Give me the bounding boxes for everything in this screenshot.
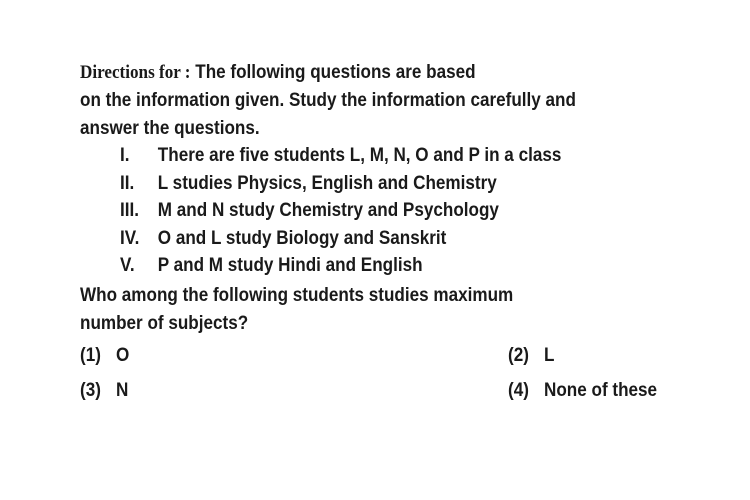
directions-text-1: The following questions are based [195, 62, 476, 83]
statement-text: L studies Physics, English and Chemistry [157, 173, 497, 194]
directions-line-3: answer the questions. [80, 118, 260, 139]
answer-option-3[interactable] [80, 378, 128, 404]
statement-numeral: IV. [120, 228, 140, 249]
statement-numeral: II. [120, 173, 135, 194]
question-line-1: Who among the following students studies maximum [80, 285, 514, 306]
option-text: L [544, 345, 555, 366]
statement-text: There are five students L, M, N, O and P in a class [157, 145, 562, 166]
option-number: (4) [508, 380, 529, 401]
option-text: None of these [544, 380, 658, 401]
statement-item [120, 226, 446, 252]
statement-item [120, 143, 561, 169]
directions-line-2: on the information given. Study the information carefully and [80, 90, 576, 111]
directions-line-1 [80, 60, 476, 86]
directions-heading: Directions for : [80, 62, 191, 83]
answer-option-2[interactable] [508, 343, 554, 369]
option-text: N [116, 380, 129, 401]
statement-item [120, 253, 423, 279]
option-text: O [116, 345, 130, 366]
statement-item [120, 198, 499, 224]
statement-text: P and M study Hindi and English [157, 255, 423, 276]
statement-numeral: I. [120, 145, 130, 166]
statement-numeral: III. [120, 200, 140, 221]
question-line-2: number of subjects? [80, 313, 249, 334]
statement-numeral: V. [120, 255, 135, 276]
option-number: (1) [80, 345, 101, 366]
statement-text: M and N study Chemistry and Psychology [157, 200, 499, 221]
statement-item [120, 171, 497, 197]
option-number: (2) [508, 345, 529, 366]
answer-option-4[interactable] [508, 378, 657, 404]
answer-option-1[interactable] [80, 343, 129, 369]
statement-text: O and L study Biology and Sanskrit [157, 228, 447, 249]
option-number: (3) [80, 380, 101, 401]
